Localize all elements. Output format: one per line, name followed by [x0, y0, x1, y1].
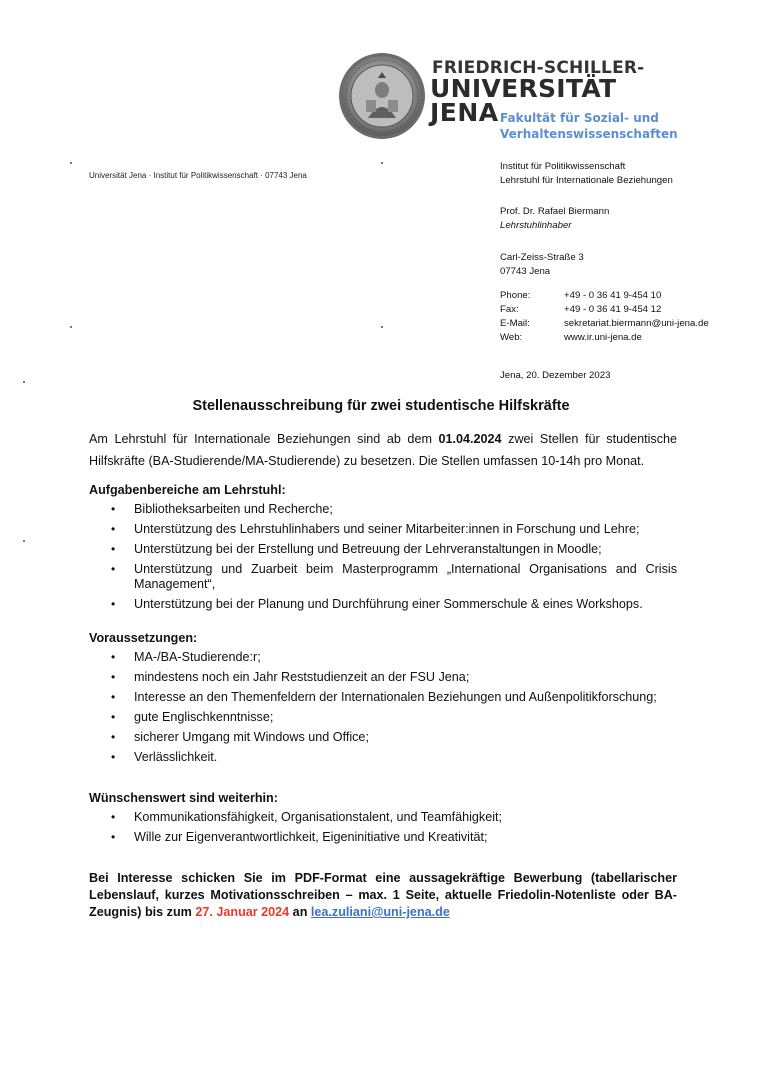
- university-seal-icon: [338, 52, 426, 140]
- contact-row-phone: [500, 289, 709, 303]
- intro-text-1: Am Lehrstuhl für Internationale Beziehungen sind ab dem: [89, 432, 439, 446]
- tasks-heading: Aufgabenbereiche am Lehrstuhl:: [89, 483, 286, 497]
- list-item: • gute Englischkenntnisse;: [89, 710, 677, 725]
- list-item: • Unterstützung des Lehrstuhlinhabers und seiner Mitarbeiter:innen in Forschung und Lehre;: [89, 522, 677, 537]
- person-block: [500, 205, 609, 233]
- contact-value: +49 - 0 36 41 9-454 12: [564, 304, 662, 315]
- city: 07743 Jena: [500, 266, 551, 277]
- contact-website[interactable]: www.ir.uni-jena.de: [564, 332, 642, 343]
- list-item: • sicherer Umgang mit Windows und Office;: [89, 730, 677, 745]
- requirements-list: [89, 650, 677, 770]
- application-deadline: 27. Januar 2024: [195, 905, 290, 919]
- list-item: • mindestens noch ein Jahr Reststudienzeit an der FSU Jena;: [89, 670, 677, 685]
- contact-email[interactable]: sekretariat.biermann@uni-jena.de: [564, 318, 709, 329]
- list-item: • Unterstützung und Zuarbeit beim Masterprogramm „International Organisations and Crisis Management“,: [89, 562, 677, 592]
- list-item: • Verlässlichkeit.: [89, 750, 677, 765]
- contact-block: [500, 289, 709, 345]
- contact-label: E-Mail:: [500, 318, 530, 329]
- desirable-list: [89, 810, 677, 850]
- fold-mark: [381, 326, 383, 328]
- fold-mark: [381, 162, 383, 164]
- list-item: • Bibliotheksarbeiten und Recherche;: [89, 502, 677, 517]
- logo-university-name-line1: FRIEDRICH-SCHILLER-: [432, 58, 645, 78]
- contact-label: Fax:: [500, 304, 519, 315]
- person-name: Prof. Dr. Rafael Biermann: [500, 206, 610, 217]
- requirements-heading: Voraussetzungen:: [89, 631, 198, 645]
- contact-row-fax: [500, 303, 709, 317]
- contact-value: +49 - 0 36 41 9-454 10: [564, 290, 662, 301]
- fold-mark: [23, 381, 25, 383]
- faculty-name: [500, 110, 678, 142]
- logo-university-name-line2: UNIVERSITÄT: [430, 74, 617, 103]
- contact-label: Web:: [500, 332, 523, 343]
- list-item: • MA-/BA-Studierende:r;: [89, 650, 677, 665]
- fold-mark: [70, 162, 72, 164]
- intro-paragraph: [89, 428, 677, 472]
- intro-start-date: 01.04.2024: [438, 432, 502, 446]
- chair-name: Lehrstuhl für Internationale Beziehungen: [500, 175, 673, 186]
- closing-text-2: an: [289, 905, 311, 919]
- intro-text-2: zwei Stellen für studentische Hilfskräfte (BA-Studierende/MA-Studierende) zu besetzen. Die Stellen umfassen 10-14h pro Monat.: [89, 432, 678, 468]
- institute-name: Institut für Politikwissenschaft: [500, 161, 626, 172]
- logo-university-name-line3: JENA: [430, 98, 499, 127]
- punch-mark: [23, 540, 25, 542]
- contact-email-link[interactable]: lea.zuliani@uni-jena.de: [310, 905, 450, 919]
- list-item: • Unterstützung bei der Erstellung und Betreuung der Lehrveranstaltungen in Moodle;: [89, 542, 677, 557]
- contact-row-web: [500, 331, 709, 345]
- person-role-text: Lehrstuhlinhaber: [500, 220, 572, 231]
- institute-block: [500, 160, 673, 188]
- list-item: • Kommunikationsfähigkeit, Organisationstalent, und Teamfähigkeit;: [89, 810, 677, 825]
- faculty-line2: Verhaltenswissenschaften: [500, 127, 678, 141]
- contact-row-email: [500, 317, 709, 331]
- list-item: • Interesse an den Themenfeldern der Internationalen Beziehungen und Außenpolitikforschung;: [89, 690, 677, 705]
- closing-text-1: Bei Interesse schicken Sie im PDF-Format eine aussagekräftige Bewerbung (tabellarischer Lebenslauf, kurzes Motivationsschreiben – max. 1 Seite, aktuelle Friedolin-Notenliste oder BA-Zeugnis) bis zum: [89, 871, 677, 919]
- date-line: Jena, 20. Dezember 2023: [500, 370, 611, 381]
- list-item: • Wille zur Eigenverantwortlichkeit, Eigeninitiative und Kreativität;: [89, 830, 677, 845]
- faculty-line1: Fakultät für Sozial- und: [500, 111, 659, 125]
- sender-address-line: Universität Jena · Institut für Politikwissenschaft · 07743 Jena: [89, 171, 307, 180]
- tasks-list: [89, 502, 677, 617]
- street: Carl-Zeiss-Straße 3: [500, 252, 584, 263]
- fold-mark: [70, 326, 72, 328]
- list-item: • Unterstützung bei der Planung und Durchführung einer Sommerschule & eines Workshops.: [89, 597, 677, 612]
- application-instructions: [89, 870, 677, 921]
- contact-label: Phone:: [500, 290, 531, 301]
- person-role: [500, 219, 609, 233]
- address-block: [500, 251, 584, 279]
- desirable-heading: Wünschenswert sind weiterhin:: [89, 791, 278, 805]
- document-title: Stellenausschreibung für zwei studentische Hilfskräfte: [192, 398, 570, 414]
